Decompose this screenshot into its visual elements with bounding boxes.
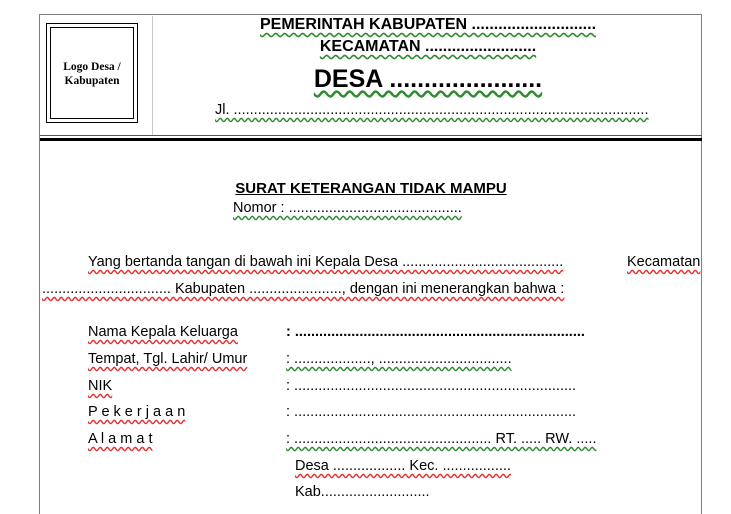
letter-number: Nomor : ........................................... bbox=[233, 200, 462, 216]
field-label-alamat: A l a m a t bbox=[88, 431, 153, 447]
header-divider-thick bbox=[40, 138, 702, 141]
field-label-ttl: Tempat, Tgl. Lahir/ Umur bbox=[88, 351, 248, 367]
kop-line-kabupaten: PEMERINTAH KABUPATEN ............................ bbox=[259, 16, 597, 33]
kop-line-desa: DESA ...................... bbox=[313, 65, 543, 93]
field-value-alamat: : ................................................. RT. ..... RW. ..... bbox=[286, 431, 597, 447]
field-value-nik: : ...................................................................... bbox=[286, 378, 577, 394]
logo-text-line2: Kabupaten bbox=[64, 75, 120, 87]
intro-line2: ................................ Kabupaten ......................., dengan ini menerangkan bahwa : bbox=[42, 281, 565, 297]
letter-title: SURAT KETERANGAN TIDAK MAMPU bbox=[235, 180, 507, 197]
header-divider-thin bbox=[40, 135, 702, 136]
logo-cell bbox=[41, 16, 153, 135]
intro-line1-kecamatan: Kecamatan bbox=[627, 254, 701, 270]
field-label-nama: Nama Kepala Keluarga bbox=[88, 324, 238, 340]
field-label-pekerjaan: P e k e r j a a n bbox=[88, 404, 186, 420]
field-value-pekerjaan: : ...................................................................... bbox=[286, 404, 577, 420]
field-value-ttl: : ..................., ................................. bbox=[286, 351, 512, 367]
logo-placeholder-inner-frame bbox=[50, 27, 134, 119]
intro-line1: Yang bertanda tangan di bawah ini Kepala Desa ........................................ bbox=[88, 254, 564, 270]
logo-placeholder-text bbox=[51, 60, 133, 88]
address-desa-kec: Desa .................. Kec. ................. bbox=[295, 458, 511, 474]
field-value-nama: : ........................................................................ bbox=[286, 324, 585, 340]
field-label-nik: NIK bbox=[88, 378, 113, 394]
logo-text-line1: Logo Desa / bbox=[63, 61, 121, 73]
logo-placeholder-frame bbox=[46, 23, 138, 123]
address-kab: Kab........................... bbox=[295, 484, 430, 500]
kop-address: Jl. ....................................................................................................... bbox=[215, 102, 649, 118]
kop-line-kecamatan: KECAMATAN ......................... bbox=[319, 38, 537, 55]
